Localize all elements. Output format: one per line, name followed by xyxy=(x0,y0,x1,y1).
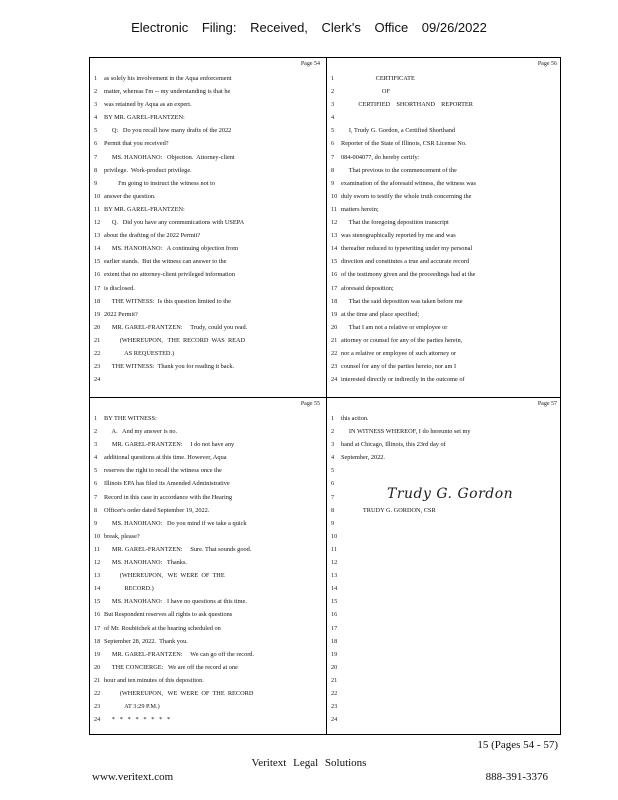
transcript-line xyxy=(94,124,322,137)
transcript-line xyxy=(331,242,559,255)
line-text: earlier stands. But the witness can answer to the xyxy=(104,258,227,266)
transcript-line xyxy=(331,216,559,229)
transcript-line xyxy=(331,700,559,713)
line-text: (WHEREUPON, WE WERE OF THE xyxy=(104,572,225,580)
line-number: 10 xyxy=(94,192,101,200)
line-number: 24 xyxy=(331,716,338,724)
line-number: 13 xyxy=(331,232,338,240)
line-number: 19 xyxy=(331,310,338,318)
transcript-line xyxy=(331,451,559,464)
line-number: 20 xyxy=(331,323,338,331)
line-number: 21 xyxy=(94,676,101,684)
company-phone: 888-391-3376 xyxy=(485,771,548,783)
line-number: 23 xyxy=(94,363,101,371)
line-number: 23 xyxy=(331,703,338,711)
line-text: matters herein; xyxy=(341,205,379,213)
line-number: 11 xyxy=(331,545,338,553)
transcript-line xyxy=(331,124,559,137)
transcript-line xyxy=(94,203,322,216)
transcript-line xyxy=(331,661,559,674)
transcript-page-56 xyxy=(327,58,563,397)
line-number: 10 xyxy=(331,192,338,200)
line-text: MS. HANOHANO: Do you mind if we take a quick xyxy=(104,519,247,527)
line-number: 4 xyxy=(331,454,335,462)
line-number: 18 xyxy=(94,637,101,645)
transcript-line xyxy=(94,687,322,700)
line-number: 8 xyxy=(94,166,98,174)
transcript-line xyxy=(94,477,322,490)
line-number: 23 xyxy=(331,363,338,371)
line-text: MS. HANOHANO: Thanks. xyxy=(104,559,187,567)
line-text: But Respondent reserves all rights to ask questions xyxy=(104,611,233,619)
transcript-line xyxy=(94,151,322,164)
line-number: 6 xyxy=(94,140,98,148)
line-text: MS. HANOHANO: I have no questions at this time. xyxy=(104,598,247,606)
transcript-line xyxy=(94,164,322,177)
transcript-line xyxy=(94,661,322,674)
transcript-line xyxy=(331,425,559,438)
line-number: 16 xyxy=(331,271,338,279)
line-number: 21 xyxy=(331,676,338,684)
transcript-line xyxy=(331,622,559,635)
line-text: RECORD.) xyxy=(104,585,154,593)
line-text: AS REQUESTED.) xyxy=(104,349,175,357)
line-number: 20 xyxy=(94,663,101,671)
line-text: MS. HANOHANO: A continuing objection from xyxy=(104,245,239,253)
transcript-line xyxy=(331,687,559,700)
line-number: 14 xyxy=(331,585,338,593)
transcript-line xyxy=(94,543,322,556)
line-number: 3 xyxy=(331,441,335,449)
line-number: 9 xyxy=(331,519,335,527)
page-number: Page 54 xyxy=(300,61,320,67)
transcript-line xyxy=(94,582,322,595)
line-number: 1 xyxy=(331,415,335,422)
line-number: 16 xyxy=(331,611,338,619)
transcript-line xyxy=(331,137,559,150)
line-text: TRUDY G. GORDON, CSR xyxy=(341,506,436,514)
page-number: Page 57 xyxy=(537,401,557,407)
transcript-line xyxy=(331,190,559,203)
line-text: Q: Do you recall how many drafts of the 2022 xyxy=(104,127,232,135)
company-name: Veritext Legal Solutions xyxy=(251,757,367,769)
transcript-line xyxy=(331,595,559,608)
line-text: OF xyxy=(341,88,390,96)
line-number: 15 xyxy=(94,598,101,606)
line-text: I'm going to instruct the witness not to xyxy=(104,179,215,187)
transcript-line xyxy=(331,334,559,347)
page-number: Page 56 xyxy=(537,61,557,67)
line-text: AT 3:29 P.M.) xyxy=(104,703,160,711)
line-text: MR. GAREL-FRANTZEN: Sure. That sounds good. xyxy=(104,545,252,553)
transcript-line xyxy=(94,713,322,726)
line-text: counsel for any of the parties hereto, nor am I xyxy=(341,363,457,371)
line-number: 11 xyxy=(94,205,101,213)
line-text: BY MR. GAREL-FRANTZEN: xyxy=(104,205,185,213)
line-number: 19 xyxy=(94,310,101,318)
line-number: 1 xyxy=(331,75,335,82)
line-number: 11 xyxy=(94,545,101,553)
line-text: this action. xyxy=(341,415,369,422)
line-number: 9 xyxy=(331,179,335,187)
transcript-line xyxy=(331,255,559,268)
line-number: 16 xyxy=(94,271,101,279)
line-text: MR. GAREL-FRANTZEN: I do not have any xyxy=(104,441,235,449)
line-number: 8 xyxy=(331,166,335,174)
line-text: Illinois EPA has filed its Amended Administrative xyxy=(104,480,230,488)
line-number: 8 xyxy=(331,506,335,514)
line-number: 17 xyxy=(331,624,338,632)
transcript-line xyxy=(94,295,322,308)
line-number: 10 xyxy=(331,532,338,540)
line-text: direction and constitutes a true and accurate record xyxy=(341,258,470,266)
line-number: 18 xyxy=(331,297,338,305)
transcript-line xyxy=(94,438,322,451)
line-text: examination of the aforesaid witness, the witness was xyxy=(341,179,476,187)
transcript-line xyxy=(331,517,559,530)
line-number: 1 xyxy=(94,415,98,422)
line-number: 12 xyxy=(331,219,338,227)
line-number: 17 xyxy=(94,624,101,632)
line-number: 4 xyxy=(94,454,98,462)
line-text: Permit that you received? xyxy=(104,140,169,148)
line-text: break, please? xyxy=(104,532,140,540)
line-number: 2 xyxy=(331,428,335,436)
transcript-line xyxy=(331,412,559,425)
line-text: Officer's order dated September 19, 2022. xyxy=(104,506,210,514)
transcript-page-54 xyxy=(90,58,326,397)
line-text: is disclosed. xyxy=(104,284,135,292)
transcript-line xyxy=(94,530,322,543)
transcript-line xyxy=(94,556,322,569)
transcript-line xyxy=(331,608,559,621)
line-number: 2 xyxy=(94,88,98,96)
line-number: 7 xyxy=(331,153,335,161)
transcript-line xyxy=(331,151,559,164)
line-number: 23 xyxy=(94,703,101,711)
transcript-line xyxy=(94,491,322,504)
line-text: 084-004077, do hereby certify: xyxy=(341,153,420,161)
transcript-line xyxy=(94,321,322,334)
line-text: duly sworn to testify the whole truth concerning the xyxy=(341,192,472,200)
transcript-line xyxy=(94,85,322,98)
transcript-lines xyxy=(331,412,559,726)
line-number: 24 xyxy=(94,716,101,724)
transcript-line xyxy=(94,72,322,85)
line-text: nor a relative or employee of such attorney or xyxy=(341,349,457,357)
transcript-line xyxy=(94,608,322,621)
transcript-line xyxy=(331,347,559,360)
line-text: at the time and place specified; xyxy=(341,310,420,318)
transcript-line xyxy=(94,648,322,661)
transcript-line xyxy=(94,569,322,582)
transcript-lines xyxy=(94,72,322,386)
transcript-line xyxy=(94,242,322,255)
transcript-line xyxy=(94,504,322,517)
transcript-line xyxy=(94,425,322,438)
transcript-line xyxy=(94,595,322,608)
transcript-line xyxy=(94,360,322,373)
line-number: 18 xyxy=(331,637,338,645)
line-text: hour and ten minutes of this deposition. xyxy=(104,676,204,684)
line-text: was stenographically reported by me and was xyxy=(341,232,456,240)
reporter-signature: Trudy G. Gordon xyxy=(387,486,514,502)
line-number: 7 xyxy=(331,493,335,501)
transcript-line xyxy=(94,334,322,347)
line-text: (WHEREUPON, WE WERE OF THE RECORD xyxy=(104,689,254,697)
transcript-line xyxy=(94,700,322,713)
transcript-line xyxy=(94,216,322,229)
transcript-line xyxy=(331,72,559,85)
transcript-line xyxy=(331,438,559,451)
line-text: CERTIFICATE xyxy=(341,75,415,82)
line-number: 9 xyxy=(94,519,98,527)
line-number: 15 xyxy=(331,258,338,266)
line-text: (WHEREUPON, THE RECORD WAS READ xyxy=(104,336,246,344)
line-number: 20 xyxy=(331,663,338,671)
line-number: 22 xyxy=(331,349,338,357)
line-number: 5 xyxy=(331,467,335,475)
transcript-lines xyxy=(331,72,559,386)
page-number: Page 55 xyxy=(300,401,320,407)
line-number: 22 xyxy=(94,349,101,357)
line-text: That the foregoing deposition transcript xyxy=(341,219,449,227)
transcript-line xyxy=(94,177,322,190)
line-number: 21 xyxy=(331,336,338,344)
transcript-line xyxy=(331,282,559,295)
transcript-line xyxy=(331,164,559,177)
line-text: aforesaid deposition; xyxy=(341,284,394,292)
transcript-line xyxy=(331,464,559,477)
company-website: www.veritext.com xyxy=(92,771,174,783)
transcript-line xyxy=(331,569,559,582)
line-number: 2 xyxy=(94,428,98,436)
line-text: additional questions at this time. However, Aqua xyxy=(104,454,227,462)
line-text: hand at Chicago, Illinois, this 23rd day of xyxy=(341,441,446,449)
line-text: THE WITNESS: Thank you for reading it back. xyxy=(104,363,235,371)
transcript-page-57 xyxy=(327,398,563,737)
transcript-line xyxy=(94,517,322,530)
transcript-line xyxy=(331,295,559,308)
line-number: 18 xyxy=(94,297,101,305)
line-number: 13 xyxy=(94,232,101,240)
line-text: I, Trudy G. Gordon, a Certified Shorthand xyxy=(341,127,456,135)
line-text: 2022 Permit? xyxy=(104,310,138,318)
line-text: IN WITNESS WHEREOF, I do hereunto set my xyxy=(341,428,471,436)
line-text: September 28, 2022. Thank you. xyxy=(104,637,188,645)
line-text: BY THE WITNESS: xyxy=(104,415,157,422)
line-text: MR. GAREL-FRANTZEN: We can go off the record. xyxy=(104,650,255,658)
line-number: 13 xyxy=(94,572,101,580)
line-text: as solely his involvement in the Aqua enforcement xyxy=(104,75,232,82)
transcript-line xyxy=(331,648,559,661)
transcript-lines xyxy=(94,412,322,726)
line-number: 1 xyxy=(94,75,98,82)
line-text: Reporter of the State of Illinois, CSR License No. xyxy=(341,140,467,148)
line-number: 22 xyxy=(331,689,338,697)
line-number: 16 xyxy=(94,611,101,619)
line-text: Record in this case in accordance with the Hearing xyxy=(104,493,232,501)
line-number: 13 xyxy=(331,572,338,580)
line-text: thereafter reduced to typewriting under my personal xyxy=(341,245,473,253)
line-text: CERTIFIED SHORTHAND REPORTER xyxy=(341,101,473,109)
line-text: That previous to the commencement of the xyxy=(341,166,457,174)
line-text: of the testimony given and the proceedings had at the xyxy=(341,271,476,279)
line-text: was retained by Aqua as an expert. xyxy=(104,101,192,109)
transcript-line xyxy=(331,111,559,124)
transcript-line xyxy=(94,674,322,687)
line-number: 15 xyxy=(94,258,101,266)
line-text: reserves the right to recall the witness once the xyxy=(104,467,222,475)
line-number: 14 xyxy=(94,245,101,253)
transcript-line xyxy=(331,543,559,556)
line-number: 17 xyxy=(94,284,101,292)
line-number: 6 xyxy=(331,480,335,488)
transcript-line xyxy=(94,255,322,268)
transcript-line xyxy=(331,582,559,595)
line-number: 3 xyxy=(94,101,98,109)
line-number: 3 xyxy=(331,101,335,109)
line-number: 11 xyxy=(331,205,338,213)
line-text: THE WITNESS: Is this question limited to the xyxy=(104,297,231,305)
transcript-line xyxy=(331,556,559,569)
line-number: 19 xyxy=(94,650,101,658)
line-number: 5 xyxy=(331,127,335,135)
line-number: 3 xyxy=(94,441,98,449)
transcript-line xyxy=(94,268,322,281)
transcript-line xyxy=(94,190,322,203)
transcript-line xyxy=(94,622,322,635)
line-text: answer the question. xyxy=(104,192,156,200)
line-text: MR. GAREL-FRANTZEN: Trudy, could you read. xyxy=(104,323,248,331)
line-number: 21 xyxy=(94,336,101,344)
transcript-sheet xyxy=(89,57,561,735)
line-number: 5 xyxy=(94,467,98,475)
line-number: 9 xyxy=(94,179,98,187)
transcript-line xyxy=(94,412,322,425)
line-number: 2 xyxy=(331,88,335,96)
transcript-line xyxy=(331,530,559,543)
line-number: 7 xyxy=(94,153,98,161)
line-text: privilege. Work-product privilege. xyxy=(104,166,192,174)
line-text: attorney or counsel for any of the parties herein, xyxy=(341,336,463,344)
transcript-line xyxy=(94,464,322,477)
line-text: matter, whereas I'm -- my understanding is that he xyxy=(104,88,231,96)
line-text: September, 2022. xyxy=(341,454,385,462)
transcript-line xyxy=(94,229,322,242)
transcript-line xyxy=(94,373,322,386)
transcript-line xyxy=(331,504,559,517)
line-text: extent that no attorney-client privileged information xyxy=(104,271,235,279)
transcript-line xyxy=(94,308,322,321)
line-text: about the drafting of the 2022 Permit? xyxy=(104,232,201,240)
transcript-line xyxy=(331,373,559,386)
line-number: 12 xyxy=(94,219,101,227)
line-number: 7 xyxy=(94,493,98,501)
transcript-page-55 xyxy=(90,398,326,737)
line-number: 24 xyxy=(94,376,101,384)
transcript-line xyxy=(331,177,559,190)
line-number: 22 xyxy=(94,689,101,697)
line-number: 4 xyxy=(94,114,98,122)
transcript-line xyxy=(94,111,322,124)
transcript-line xyxy=(331,321,559,334)
transcript-line xyxy=(331,713,559,726)
line-number: 6 xyxy=(331,140,335,148)
transcript-line xyxy=(331,308,559,321)
line-number: 6 xyxy=(94,480,98,488)
transcript-line xyxy=(331,674,559,687)
transcript-line xyxy=(331,229,559,242)
transcript-line xyxy=(94,98,322,111)
line-text: Q. Did you have any communications with USEPA xyxy=(104,219,245,227)
line-number: 14 xyxy=(331,245,338,253)
line-text: THE CONCIERGE: We are off the record at one xyxy=(104,663,238,671)
transcript-line xyxy=(94,347,322,360)
transcript-line xyxy=(331,635,559,648)
transcript-line xyxy=(331,85,559,98)
line-number: 12 xyxy=(94,559,101,567)
page-range: 15 (Pages 54 - 57) xyxy=(477,739,558,751)
line-number: 4 xyxy=(331,114,335,122)
transcript-line xyxy=(331,268,559,281)
transcript-line xyxy=(94,635,322,648)
line-number: 20 xyxy=(94,323,101,331)
transcript-line xyxy=(331,360,559,373)
transcript-line xyxy=(331,203,559,216)
line-text: interested directly or indirectly in the outcome of xyxy=(341,376,465,384)
transcript-line xyxy=(94,282,322,295)
line-text: That the said deposition was taken before me xyxy=(341,297,463,305)
line-number: 17 xyxy=(331,284,338,292)
line-number: 10 xyxy=(94,532,101,540)
line-number: 8 xyxy=(94,506,98,514)
line-text: of Mr. Roubitchek at the hearing scheduled on xyxy=(104,624,221,632)
transcript-line xyxy=(94,451,322,464)
line-number: 19 xyxy=(331,650,338,658)
line-number: 12 xyxy=(331,559,338,567)
filing-header: Electronic Filing: Received, Clerk's Office 09/26/2022 xyxy=(131,20,487,35)
transcript-line xyxy=(331,98,559,111)
line-text: MS. HANOHANO: Objection. Attorney-client xyxy=(104,153,235,161)
line-number: 24 xyxy=(331,376,338,384)
line-number: 5 xyxy=(94,127,98,135)
line-text: BY MR. GAREL-FRANTZEN: xyxy=(104,114,185,122)
line-number: 15 xyxy=(331,598,338,606)
line-number: 14 xyxy=(94,585,101,593)
line-text: That I am not a relative or employee or xyxy=(341,323,448,331)
transcript-line xyxy=(94,137,322,150)
line-text: * * * * * * * * xyxy=(104,716,171,724)
line-text: A. And my answer is no. xyxy=(104,428,178,436)
